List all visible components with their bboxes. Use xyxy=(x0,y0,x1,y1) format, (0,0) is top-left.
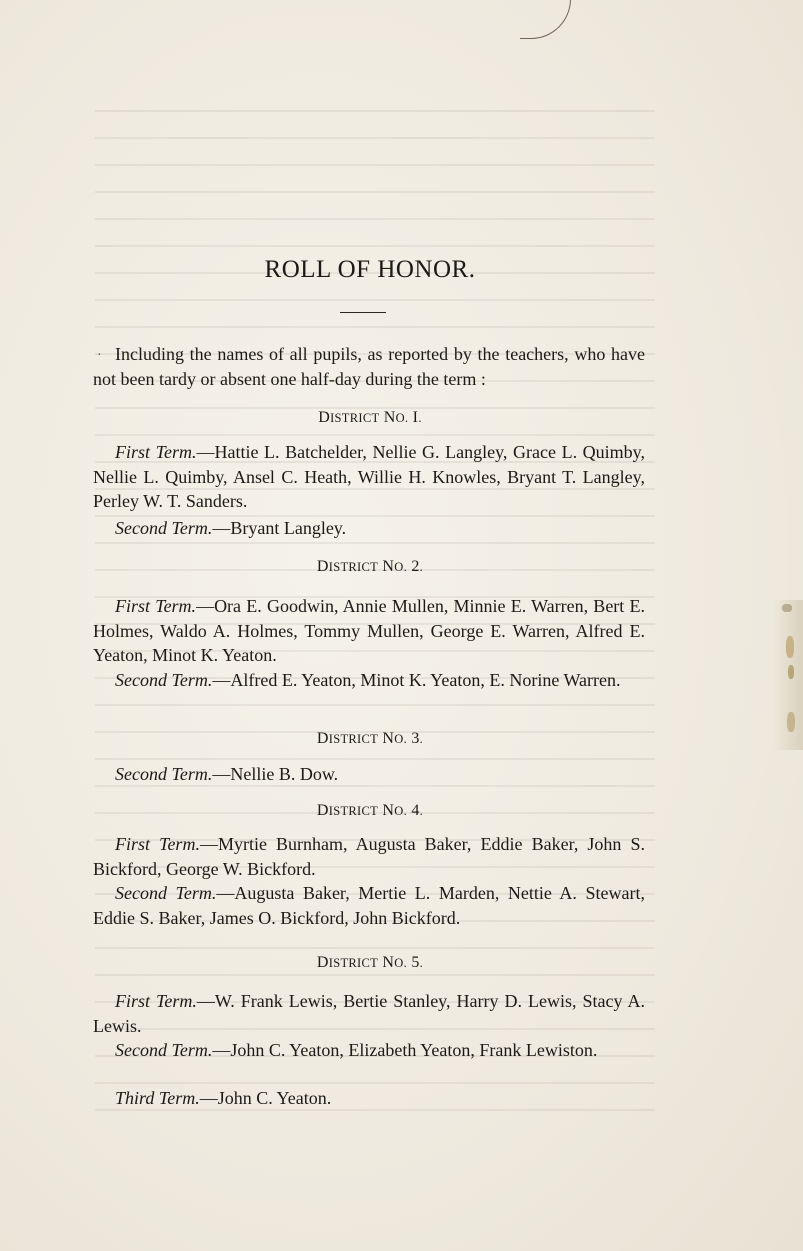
district-4-first-term xyxy=(93,832,645,881)
page-title: ROLL OF HONOR. xyxy=(264,256,476,283)
district-5-third-term xyxy=(93,1086,645,1111)
district-heading-4: DISTRICT NO. 4. xyxy=(316,802,424,819)
stain-mark xyxy=(786,636,794,658)
district-5-second-term xyxy=(93,1038,645,1063)
term-label: Second Term. xyxy=(115,883,217,903)
term-names: —Hattie L. Batchelder, Nellie G. Langley, Grace L. Quimby, Nellie L. Quimby, Ansel C. Heath, Willie H. Knowles, Bryant T. Langley, Perley W. T. Sanders. xyxy=(93,442,645,511)
district-2-first-term xyxy=(93,594,645,668)
term-names: —Ora E. Goodwin, Annie Mullen, Minnie E. Warren, Bert E. Holmes, Waldo A. Holmes, Tommy Mullen, George E. Warren, Alfred E. Yeaton, Minot K. Yeaton. xyxy=(93,596,645,665)
district-heading-3: DISTRICT NO. 3. xyxy=(316,730,424,747)
term-label: Second Term. xyxy=(115,518,213,538)
term-names: —John C. Yeaton. xyxy=(199,1088,332,1108)
term-label: Third Term. xyxy=(115,1088,200,1108)
term-names: —John C. Yeaton, Elizabeth Yeaton, Frank Lewiston. xyxy=(212,1040,598,1060)
term-label: First Term. xyxy=(115,596,197,616)
term-label: First Term. xyxy=(115,834,200,854)
term-names: —Alfred E. Yeaton, Minot K. Yeaton, E. Norine Warren. xyxy=(212,670,621,690)
district-1-second-term xyxy=(93,516,645,541)
term-names: —Myrtie Burnham, Augusta Baker, Eddie Baker, John S. Bickford, George W. Bickford. xyxy=(93,834,646,879)
stain-mark xyxy=(788,665,794,679)
page-corner-curl xyxy=(520,0,571,39)
term-names: —W. Frank Lewis, Bertie Stanley, Harry D. Lewis, Stacy A. Lewis. xyxy=(93,991,646,1036)
term-names: —Augusta Baker, Mertie L. Marden, Nettie A. Stewart, Eddie S. Baker, James O. Bickford, John Bickford. xyxy=(93,883,645,928)
district-5-first-term xyxy=(93,989,645,1038)
intro-paragraph: Including the names of all pupils, as reported by the teachers, who have not been tardy or absent one half-day during the term : xyxy=(93,344,645,389)
district-4-second-term xyxy=(93,881,645,930)
district-1-first-term xyxy=(93,440,645,514)
district-heading-5: DISTRICT NO. 5. xyxy=(316,954,424,971)
term-label: Second Term. xyxy=(115,670,213,690)
title-rule xyxy=(340,312,386,313)
stain-mark xyxy=(787,712,795,732)
term-label: Second Term. xyxy=(115,764,213,784)
district-heading-2: DISTRICT NO. 2. xyxy=(316,558,424,575)
term-label: First Term. xyxy=(115,442,197,462)
district-heading-1: DISTRICT NO. I. xyxy=(318,409,422,426)
stain-mark xyxy=(782,604,792,612)
district-3-second-term xyxy=(93,762,645,787)
term-label: Second Term. xyxy=(115,1040,213,1060)
stray-mark: · xyxy=(97,348,102,363)
term-names: —Nellie B. Dow. xyxy=(212,764,339,784)
term-label: First Term. xyxy=(115,991,197,1011)
district-2-second-term xyxy=(93,668,645,693)
term-names: —Bryant Langley. xyxy=(212,518,347,538)
